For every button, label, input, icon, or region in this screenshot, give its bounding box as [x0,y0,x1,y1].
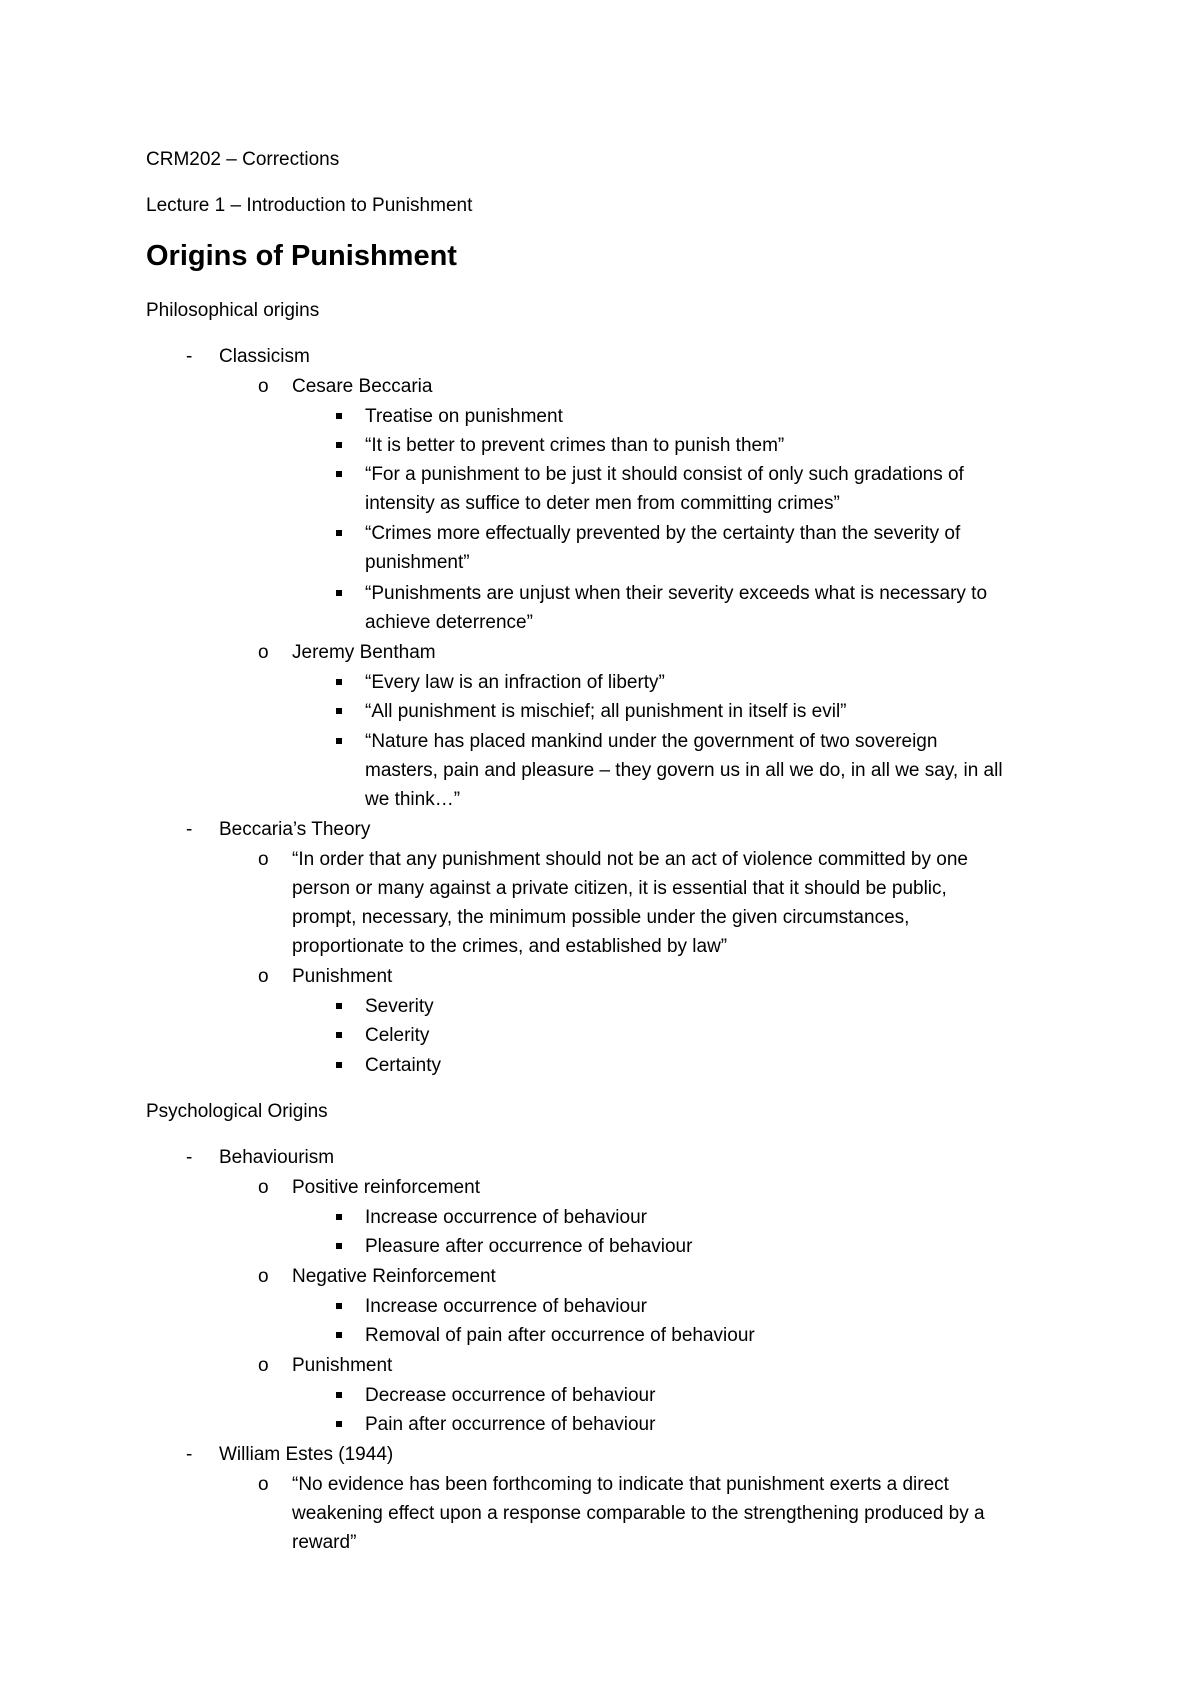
square-bullet [336,708,342,714]
circle-bullet: o [258,849,269,870]
circle-bullet: o [258,1177,269,1198]
square-bullet [336,413,342,419]
circle-bullet: o [258,642,269,663]
course-line: CRM202 – Corrections [146,149,340,170]
list-item-estes: William Estes (1944) [219,1444,394,1465]
square-bullet [336,738,342,744]
quote-just-punishment-l1: “For a punishment to be just it should consist of only such gradations of [365,464,964,485]
quote-every-law: “Every law is an infraction of liberty” [365,672,665,693]
list-item-beccaria: Cesare Beccaria [292,376,433,397]
list-item-pun-pain: Pain after occurrence of behaviour [365,1414,656,1435]
square-bullet [336,1032,342,1038]
square-bullet [336,1303,342,1309]
list-item-classicism: Classicism [219,346,310,367]
list-item-certainty: Certainty [365,1055,442,1076]
list-item-behaviourism: Behaviourism [219,1147,335,1168]
list-item-neg-removal: Removal of pain after occurrence of behaviour [365,1325,755,1346]
circle-bullet: o [258,1355,269,1376]
quote-theory-l4: proportionate to the crimes, and established by law” [292,936,728,957]
square-bullet [336,1332,342,1338]
quote-estes-l3: reward” [292,1532,357,1553]
square-bullet [336,1392,342,1398]
square-bullet [336,442,342,448]
square-bullet [336,1214,342,1220]
quote-theory-l2: person or many against a private citizen, it is essential that it should be public, [292,878,947,899]
section-title-psychological: Psychological Origins [146,1101,328,1122]
quote-certainty-l1: “Crimes more effectually prevented by the certainty than the severity of [365,523,961,544]
list-item-beccaria-theory: Beccaria’s Theory [219,819,371,840]
quote-nature-l2: masters, pain and pleasure – they govern us in all we do, in all we say, in all [365,760,1003,781]
main-heading: Origins of Punishment [146,240,457,272]
quote-mischief: “All punishment is mischief; all punishment in itself is evil” [365,701,847,722]
list-item-neg-increase: Increase occurrence of behaviour [365,1296,647,1317]
quote-unjust-l2: achieve deterrence” [365,612,533,633]
square-bullet [336,679,342,685]
square-bullet [336,530,342,536]
list-item-celerity: Celerity [365,1025,430,1046]
quote-unjust-l1: “Punishments are unjust when their severity exceeds what is necessary to [365,583,988,604]
circle-bullet: o [258,1266,269,1287]
circle-bullet: o [258,376,269,397]
quote-estes-l1: “No evidence has been forthcoming to indicate that punishment exerts a direct [292,1474,949,1495]
list-item-punishment: Punishment [292,966,393,987]
square-bullet [336,1243,342,1249]
quote-estes-l2: weakening effect upon a response comparable to the strengthening produced by a [292,1503,985,1524]
square-bullet [336,590,342,596]
list-item-bentham: Jeremy Bentham [292,642,436,663]
list-item-treatise: Treatise on punishment [365,406,563,427]
quote-prevent-crimes: “It is better to prevent crimes than to punish them” [365,435,785,456]
dash-bullet: - [186,1444,193,1465]
quote-nature-l3: we think…” [365,789,461,810]
circle-bullet: o [258,966,269,987]
lecture-line: Lecture 1 – Introduction to Punishment [146,195,473,216]
list-item-severity: Severity [365,996,434,1017]
list-item-positive-reinforcement: Positive reinforcement [292,1177,480,1198]
list-item-punishment-psych: Punishment [292,1355,393,1376]
list-item-pun-decrease: Decrease occurrence of behaviour [365,1385,656,1406]
quote-theory-l1: “In order that any punishment should not be an act of violence committed by one [292,849,968,870]
list-item-pos-increase: Increase occurrence of behaviour [365,1207,647,1228]
quote-just-punishment-l2: intensity as suffice to deter men from committing crimes” [365,493,840,514]
quote-theory-l3: prompt, necessary, the minimum possible under the given circumstances, [292,907,910,928]
section-title-philosophical: Philosophical origins [146,300,320,321]
quote-certainty-l2: punishment” [365,552,470,573]
list-item-negative-reinforcement: Negative Reinforcement [292,1266,496,1287]
circle-bullet: o [258,1474,269,1495]
square-bullet [336,1421,342,1427]
quote-nature-l1: “Nature has placed mankind under the government of two sovereign [365,731,938,752]
dash-bullet: - [186,1147,193,1168]
square-bullet [336,1062,342,1068]
square-bullet [336,471,342,477]
dash-bullet: - [186,819,193,840]
square-bullet [336,1003,342,1009]
dash-bullet: - [186,346,193,367]
list-item-pos-pleasure: Pleasure after occurrence of behaviour [365,1236,693,1257]
